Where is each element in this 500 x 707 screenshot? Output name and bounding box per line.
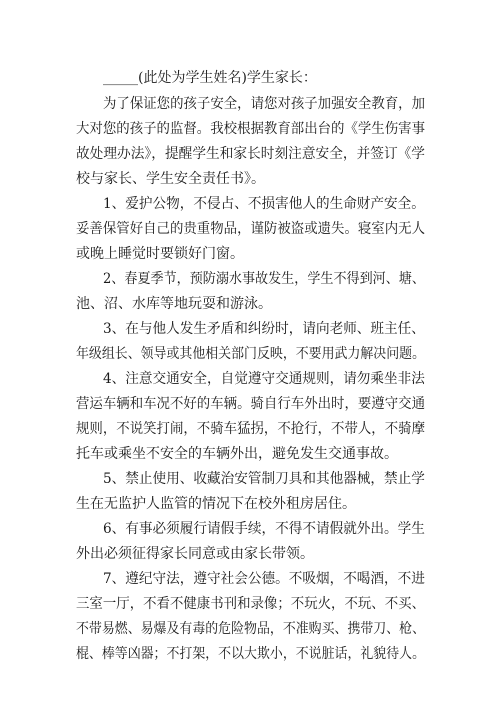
paragraph-line: 棍、棒等凶器；不打架，不以大欺小，不说脏话，礼貌待人。 (76, 646, 425, 662)
paragraph-line: 营运车辆和车况不好的车辆。骑自行车外出时，要遵守交通 (76, 396, 425, 412)
paragraph-line: 7、遵纪守法，遵守社会公德。不吸烟，不喝酒，不进 (103, 571, 425, 587)
paragraph-line: 校与家长、学生安全责任书》。 (76, 171, 265, 187)
paragraph-line: 外出必须征得家长同意或由家长带领。 (76, 546, 314, 562)
paragraph-line: 规则，不说笑打闹，不骑车猛拐，不抢行，不带人，不骑摩 (76, 421, 425, 437)
paragraph-line: 4、注意交通安全，自觉遵守交通规则，请勿乘坐非法 (103, 371, 425, 387)
paragraph-line: 6、有事必须履行请假手续，不得不请假就外出。学生 (103, 521, 425, 537)
paragraph-line: 为了保证您的孩子安全，请您对孩子加强安全教育，加 (103, 96, 425, 112)
paragraph-line: 5、禁止使用、收藏治安管制刀具和其他器械，禁止学 (103, 471, 425, 487)
paragraph-line: 不带易燃、易爆及有毒的危险物品，不准购买、携带刀、枪、 (76, 621, 425, 637)
paragraph-line: 生在无监护人监管的情况下在校外租房居住。 (76, 496, 356, 512)
paragraph-line: 2、春夏季节，预防溺水事故发生，学生不得到河、塘、 (103, 271, 425, 287)
paragraph-line: 1、爱护公物，不侵占、不损害他人的生命财产安全。 (103, 196, 425, 212)
paragraph-line: 大对您的孩子的监督。我校根据教育部出台的《学生伤害事 (76, 121, 425, 137)
paragraph-line: 托车或乘坐不安全的车辆外出，避免发生交通事故。 (76, 446, 398, 462)
paragraph-line: 妥善保管好自己的贵重物品，谨防被盗或遗失。寝室内无人 (76, 221, 425, 237)
paragraph-line: 3、在与他人发生矛盾和纠纷时，请向老师、班主任、 (103, 321, 425, 337)
salutation: _____(此处为学生姓名)学生家长： (103, 70, 317, 86)
paragraph-line: 三室一厅，不看不健康书刊和录像；不玩火，不玩、不买、 (76, 596, 425, 612)
paragraph-line: 故处理办法》，提醒学生和家长时刻注意安全，并签订《学 (76, 146, 425, 162)
paragraph-line: 池、沼、水库等地玩耍和游泳。 (76, 296, 272, 312)
paragraph-line: 或晚上睡觉时要锁好门窗。 (76, 246, 244, 262)
paragraph-line: 年级组长、领导或其他相关部门反映，不要用武力解决问题。 (76, 346, 425, 362)
